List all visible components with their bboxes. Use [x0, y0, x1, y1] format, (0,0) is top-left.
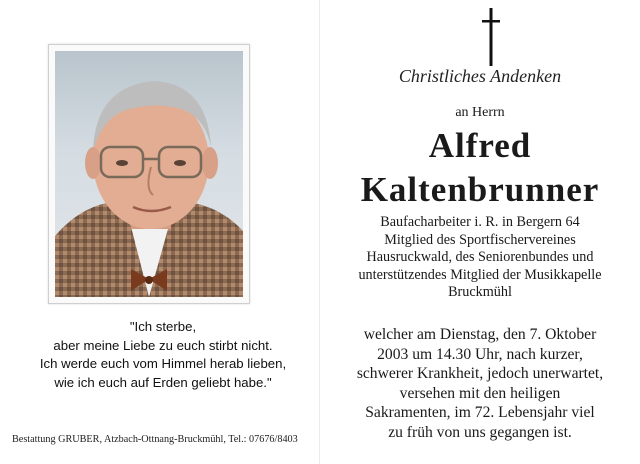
quote-line: "Ich sterbe,	[129, 319, 197, 334]
funeral-home-footer: Bestattung GRUBER, Atzbach-Ottnang-Bruckmühl, Tel.: 07676/8403	[12, 434, 298, 445]
salutation: an Herrn	[455, 105, 505, 120]
death-notice	[320, 325, 640, 443]
card-heading: Christliches Andenken	[398, 66, 562, 86]
death-line: schwerer Krankheit, jedoch unerwartet,	[356, 365, 604, 383]
death-line: Sakramenten, im 72. Lebensjahr viel	[365, 404, 595, 422]
bio-line: Hausruckwald, des Seniorenbundes und	[366, 249, 594, 265]
right-panel	[320, 0, 640, 464]
portrait-photo	[55, 51, 243, 297]
biography	[320, 214, 640, 302]
portrait-frame	[48, 44, 250, 304]
death-line: welcher am Dienstag, den 7. Oktober	[363, 326, 597, 343]
death-line: versehen mit den heiligen	[399, 384, 561, 402]
death-line: 2003 um 14.30 Uhr, nach kurzer,	[377, 345, 583, 363]
first-name: Alfred	[428, 126, 532, 165]
portrait-illustration	[55, 51, 243, 297]
quote-line: wie ich euch auf Erden geliebt habe."	[54, 374, 272, 390]
last-name: Kaltenbrunner	[360, 170, 600, 209]
bio-line: Bruckmühl	[448, 284, 512, 300]
bio-line: Baufacharbeiter i. R. in Bergern 64	[380, 214, 580, 230]
bio-line: unterstützendes Mitglied der Musikkapelle	[358, 266, 602, 283]
latin-cross-icon	[479, 8, 503, 66]
death-line: zu früh von uns gegangen ist.	[388, 423, 572, 441]
quote-line: Ich werde euch vom Himmel herab lieben,	[39, 356, 287, 371]
memorial-quote	[18, 318, 308, 392]
bio-line: Mitglied des Sportfischervereines	[384, 231, 576, 248]
quote-line: aber meine Liebe zu euch stirbt nicht.	[53, 337, 273, 353]
